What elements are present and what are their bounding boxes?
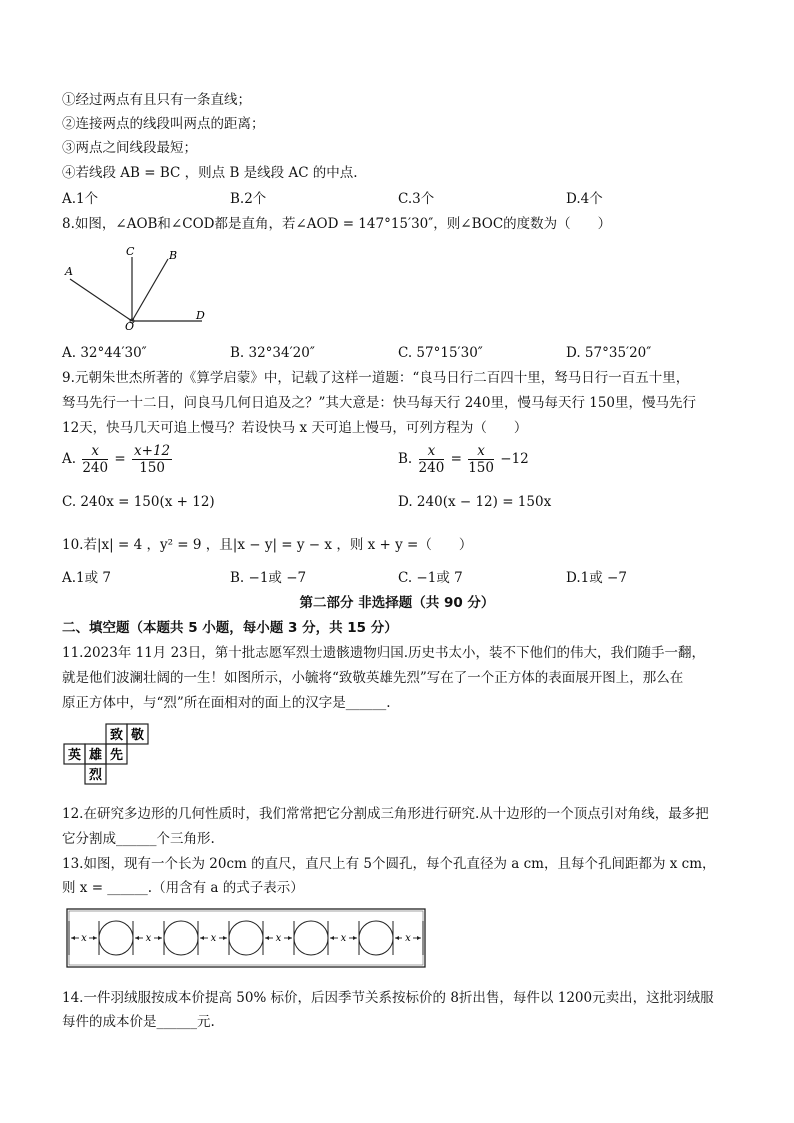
q10-option-d: D.1或 −7 <box>566 570 627 586</box>
q14-line-2: 每件的成本价是______元. <box>62 1014 215 1030</box>
q10-option-a: A.1或 7 <box>62 570 112 586</box>
q7-option-a: A.1个 <box>62 191 99 207</box>
q8-option-b: B. 32°34′20″ <box>230 345 315 361</box>
q7-option-b: B.2个 <box>230 191 267 207</box>
q7-option-d: D.4个 <box>566 191 603 207</box>
part-2-title: 第二部分 非选择题（共 90 分） <box>299 595 495 611</box>
q10-option-b: B. −1或 −7 <box>230 570 307 586</box>
net-char-ying: 英 <box>67 748 82 763</box>
q9-option-c: C. 240x = 150(x + 12) <box>62 494 215 510</box>
net-char-lie: 烈 <box>88 768 103 783</box>
net-char-xiong: 雄 <box>88 748 103 763</box>
q13-line-2: 则 x = ______.（用含有 a 的式子表示） <box>62 880 304 896</box>
q8-option-a: A. 32°44′30″ <box>62 345 147 361</box>
label-d: D <box>196 309 205 322</box>
net-char-xian: 先 <box>109 748 124 763</box>
label-a: A <box>65 265 73 278</box>
section-2-title: 二、填空题（本题共 5 小题，每小题 3 分，共 15 分） <box>62 620 398 636</box>
label-b: B <box>169 249 178 262</box>
q9-option-b: B. $\frac{x}{240}$ = $\frac{x}{150}$ −12 <box>398 443 529 476</box>
statement-3: ③两点之间线段最短； <box>62 140 197 156</box>
q9-line-3: 12天，快马几天可追上慢马？若设快马 x 天可追上慢马，可列方程为（ ） <box>62 420 528 436</box>
q9-line-1: 9.元朝朱世杰所著的《算学启蒙》中，记载了这样一道题：“良马日行二百四十里，驽马日行一百五十里， <box>62 370 690 386</box>
q12-line-2: 它分割成______个三角形. <box>62 831 215 847</box>
q9-option-d: D. 240(x − 12) = 150x <box>398 494 552 510</box>
label-c: C <box>126 245 135 258</box>
cube-net-figure <box>62 722 154 788</box>
q14-line-1: 14.一件羽绒服按成本价提高 50% 标价，后因季节关系按标价的 8折出售，每件以 1200元卖出，这批羽绒服 <box>62 990 714 1006</box>
ruler-figure <box>66 907 428 971</box>
q7-option-c: C.3个 <box>398 191 435 207</box>
gap-label-4: x <box>275 933 282 944</box>
q12-line-1: 12.在研究多边形的几何性质时，我们常常把它分割成三角形进行研究.从十边形的一个顶点引对角线，最多把 <box>62 806 709 822</box>
gap-label-3: x <box>210 933 217 944</box>
label-o: O <box>125 320 135 330</box>
q11-line-3: 原正方体中，与“烈”所在面相对的面上的汉字是______. <box>62 695 391 711</box>
q9-option-a: A. $\frac{x}{240}$ = $\frac{x+12}{150}$ <box>62 443 171 476</box>
q8-stem: 8.如图，∠AOB和∠COD都是直角，若∠AOD = 147°15′30″，则∠BOC的度数为（ ） <box>62 216 612 232</box>
q11-line-2: 就是他们波澜壮阔的一生！如图所示，小毓将“致敬英雄先烈”写在了一个正方体的表面展开图上，那么在 <box>62 670 684 686</box>
statement-2: ②连接两点的线段叫两点的距离； <box>62 116 265 132</box>
net-char-zhi: 致 <box>109 728 124 743</box>
statement-4: ④若线段 AB = BC ，则点 B 是线段 AC 的中点. <box>62 165 358 181</box>
q10-option-c: C. −1或 7 <box>398 570 463 586</box>
gap-label-5: x <box>340 933 347 944</box>
q10-stem: 10.若|x| = 4 ，y² = 9 ，且|x − y| = y − x ，则 x + y =（ ） <box>62 537 473 553</box>
net-char-jing: 敬 <box>130 728 145 743</box>
q8-option-d: D. 57°35′20″ <box>566 345 652 361</box>
q8-angle-figure <box>62 245 212 330</box>
q8-option-c: C. 57°15′30″ <box>398 345 483 361</box>
statement-1: ①经过两点有且只有一条直线； <box>62 92 251 108</box>
gap-label-2: x <box>145 933 152 944</box>
q13-line-1: 13.如图，现有一个长为 20cm 的直尺，直尺上有 5个圆孔，每个孔直径为 a cm，且每个孔间距都为 x cm， <box>62 856 716 872</box>
q11-line-1: 11.2023年 11月 23日，第十批志愿军烈士遗骸遗物归国.历史书太小，装不下他们的伟大，我们随手一翻， <box>62 645 706 661</box>
gap-label-6: x <box>405 933 411 944</box>
q9-line-2: 驽马先行一十二日，问良马几何日追及之？”其大意是：快马每天行 240里，慢马每天行 150里，慢马先行 <box>62 395 697 411</box>
gap-label-1: x <box>81 933 87 944</box>
